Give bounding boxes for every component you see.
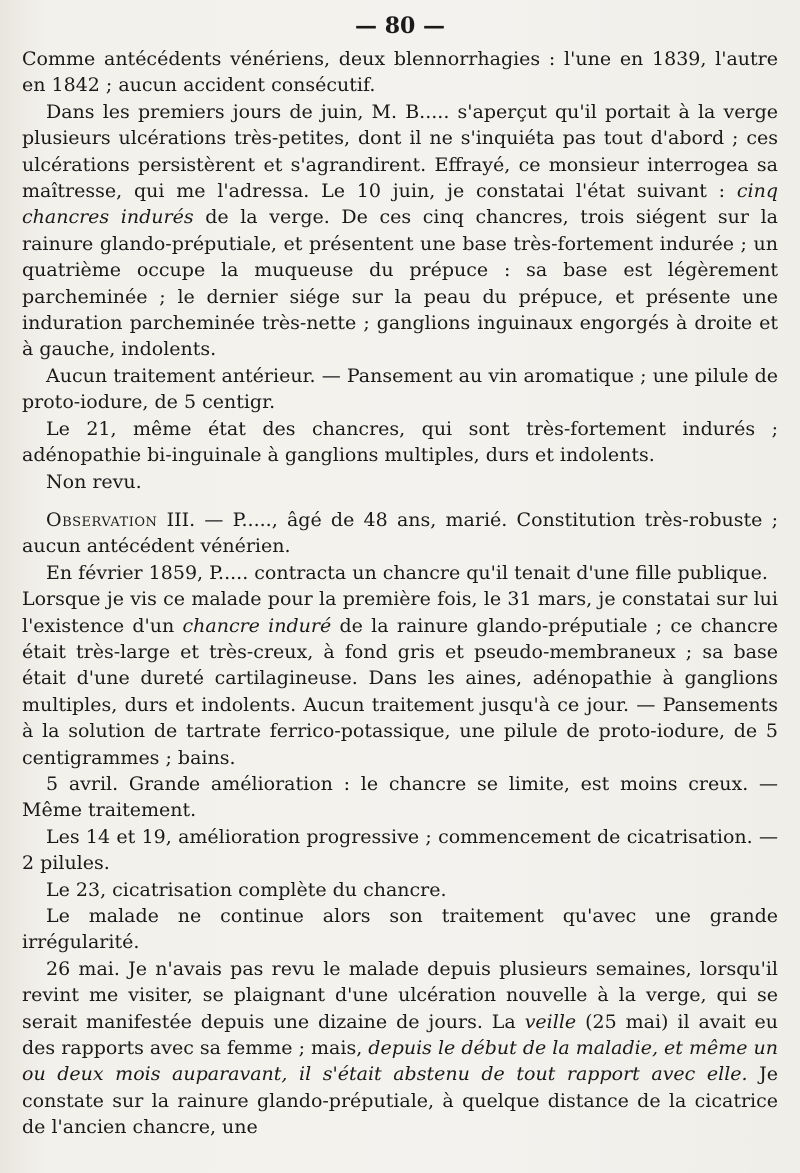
text-run: de la rainure glando-préputiale ; ce chancre était très-large et très-creux, à fond gris et pseudo-membraneux ; sa base était d'une dureté cartilagineuse. Dans les aines, adénopathie à ganglions multiples, durs et indolents. Aucun traitement jusqu'à ce jour. — Pansements à la solution de tartrate ferrico-potassique, une pilule de proto-iodure, de 5 centigrammes ; bains. (22, 614, 778, 769)
text-run: de la verge. De ces cinq chancres, trois siégent sur la rainure glando-préputiale, et présentent une base très-fortement indurée ; un quatrième occupe la muqueuse du prépuce : sa base est légèrement parcheminée ; le dernier siége sur la peau du prépuce, et présente une induration parcheminée très-nette ; ganglions inguinaux engorgés à droite et à gauche, indolents. (22, 206, 778, 361)
paragraph-irregular-treatment: Le malade ne continue alors son traitement qu'avec une grande irrégularité. (22, 905, 778, 954)
paragraph-first-visit (22, 586, 778, 771)
paragraph-case-description (22, 99, 778, 363)
paragraph-observation-heading (22, 507, 778, 560)
paragraph-april-23: Le 23, cicatrisation complète du chancre. (46, 878, 447, 901)
emphasis-text: depuis le début de la maladie, et même un ou deux mois auparavant, il s'était abstenu de tout rapport avec elle. (22, 1037, 778, 1086)
text-run: (25 mai) il avait eu des rapports avec sa femme ; mais, (22, 1010, 778, 1060)
paragraph-non-revu: Non revu. (46, 470, 142, 493)
text-run: III. — P....., âgé de 48 ans, marié. Constitution très-robuste ; aucun antécédent vénérien. (22, 508, 778, 558)
text-run: 26 mai. Je n'avais pas revu le malade depuis plusieurs semaines, lorsqu'il revint me visiter, se plaignant d'une ulcération nouvelle à la verge, qui se serait manifestée depuis une dizaine de jours. La (22, 957, 778, 1033)
paragraph-followup: Le 21, même état des chancres, qui sont très-fortement indurés ; adénopathie bi-inguinale à ganglions multiples, durs et indolents. (22, 417, 778, 467)
paragraph-treatment: Aucun traitement antérieur. — Pansement au vin aromatique ; une pilule de proto-iodure, de 5 centigr. (22, 364, 778, 414)
emphasis-text: veille (524, 1010, 577, 1033)
text-run: Dans les premiers jours de juin, M. B..... s'aperçut qu'il portait à la verge plusieurs ulcérations très-petites, dont il ne s'inquiéta pas tout d'abord ; ces ulcérations persistèrent et s'agrandirent. Effrayé, ce monsieur interrogea sa maîtresse, qui me l'adressa. Le 10 juin, je constatai l'état suivant : (22, 100, 778, 203)
section-gap (22, 495, 778, 507)
text-run: Je constate sur la rainure glando-préputiale, à quelque distance de la cicatrice de l'ancien chancre, une (22, 1063, 778, 1139)
paragraph-contraction: En février 1859, P..... contracta un chancre qu'il tenait d'une fille publique. (46, 561, 768, 584)
paragraph-april-5: 5 avril. Grande amélioration : le chancre se limite, est moins creux. — Même traitement. (22, 772, 778, 822)
text-run: Lorsque je vis ce malade pour la première fois, le 31 mars, je constatai sur lui l'existence d'un (22, 588, 778, 637)
paragraph-april-14-19: Les 14 et 19, amélioration progressive ; commencement de cicatrisation. — 2 pilules. (22, 825, 778, 875)
paragraph-may-26 (22, 956, 778, 1141)
emphasis-text: cinq chancres indurés (22, 180, 778, 229)
page-number: — 80 — (355, 13, 445, 39)
observation-label: Observation (46, 508, 158, 531)
paragraph-antecedents: Comme antécédents vénériens, deux blennorrhagies : l'une en 1839, l'autre en 1842 ; aucun accident consécutif. (22, 48, 778, 97)
emphasis-text: chancre induré (182, 614, 332, 637)
